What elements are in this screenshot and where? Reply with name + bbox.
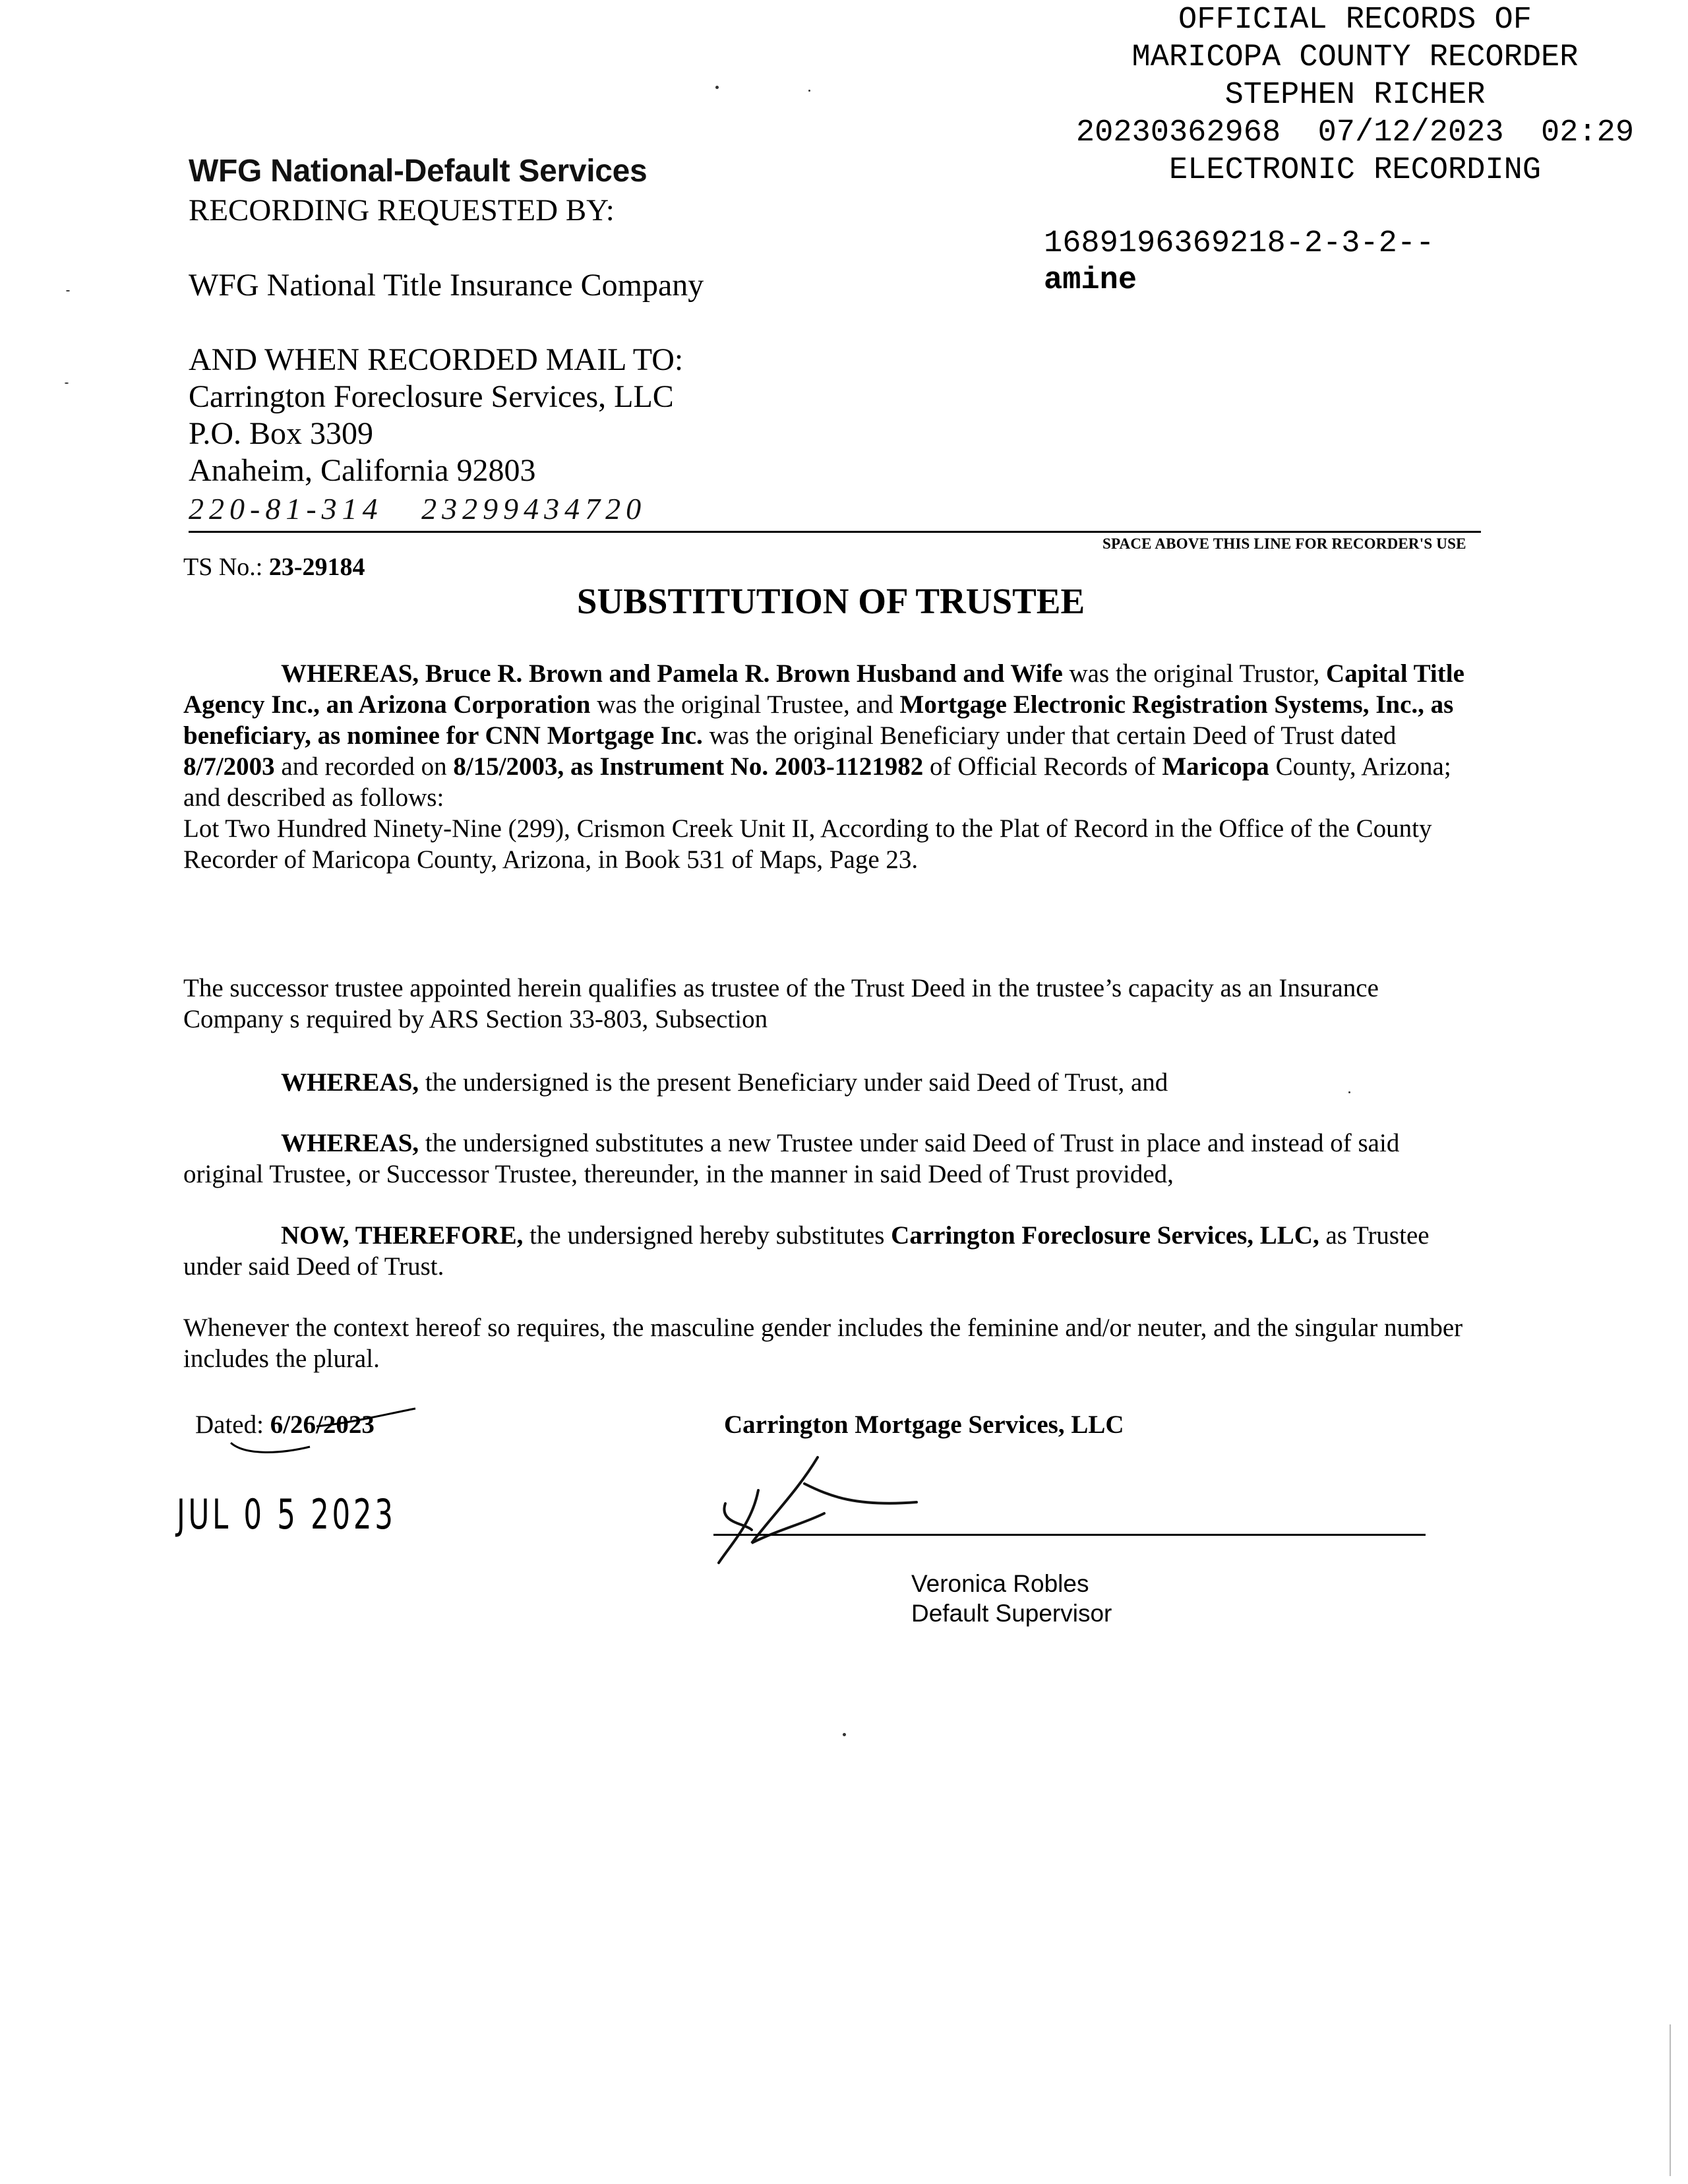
recorder-line-4: 20230362968 07/12/2023 02:29 — [1075, 115, 1635, 150]
original-trustor: Bruce R. Brown and Pamela R. Brown Husband and Wife — [425, 659, 1063, 688]
mail-to-name: Carrington Foreclosure Services, LLC — [189, 379, 674, 414]
received-date-stamp: JUL 0 5 2023 — [177, 1490, 396, 1538]
text-span: County, Arizona; and described as follows: — [183, 752, 1451, 812]
deed-date: 8/7/2003 — [183, 752, 275, 781]
recorder-divider — [189, 531, 1481, 533]
county-name: Maricopa — [1162, 752, 1269, 781]
ts-number — [183, 553, 365, 582]
scan-speck — [715, 86, 719, 89]
text-span: was the original Trustee, and — [590, 690, 900, 719]
scan-speck — [65, 382, 69, 384]
recording-doc-id: 1689196369218-2-3-2-- — [1044, 226, 1435, 261]
text-span: the undersigned substitutes a new Trustee under said Deed of Trust in place and instead of said original Trustee, or Successor Trustee, thereunder, in the manner in said Deed of Trust provided, — [183, 1129, 1400, 1188]
original-beneficiary: Mortgage Electronic Registration Systems, Inc., as beneficiary, as nominee for CNN Mortgage Inc. — [183, 690, 1454, 750]
text-span: as Trustee under said Deed of Trust. — [183, 1221, 1430, 1281]
now-therefore-lead: NOW, THEREFORE, — [281, 1221, 524, 1250]
scan-speck — [66, 290, 70, 291]
paragraph-whereas-substitutes — [183, 1128, 1476, 1190]
dated-value: 6/26/2023 — [270, 1410, 375, 1439]
recorder-line-1: OFFICIAL RECORDS OF — [1178, 3, 1532, 38]
document-title — [0, 580, 1662, 622]
text-span: and recorded on — [274, 752, 454, 781]
handwritten-apn: 220-81-314 23299434720 — [189, 492, 647, 526]
whereas-lead: WHEREAS, — [281, 659, 425, 688]
whereas-lead: WHEREAS, — [281, 1068, 419, 1097]
mail-to-city: Anaheim, California 92803 — [189, 453, 536, 488]
signer-title: Default Supervisor — [911, 1600, 1112, 1627]
text-span: the undersigned is the present Beneficiary under said Deed of Trust, and — [419, 1068, 1168, 1097]
recording-id — [1044, 226, 1434, 299]
requested-by-label: RECORDING REQUESTED BY: — [189, 193, 615, 228]
ts-value: 23-29184 — [268, 553, 365, 581]
text-span: was the original Trustor, — [1062, 659, 1327, 688]
recorder-line-5: ELECTRONIC RECORDING — [1168, 153, 1542, 188]
text-span: of Official Records of — [923, 752, 1162, 781]
paragraph-whereas-beneficiary — [183, 1067, 1476, 1098]
recorder-stamp — [1022, 1, 1688, 189]
mail-to-po: P.O. Box 3309 — [189, 416, 374, 451]
scan-edge — [1670, 2024, 1671, 2176]
signature-line — [713, 1534, 1426, 1536]
recorder-line-3: STEPHEN RICHER — [1224, 78, 1486, 113]
signer-company: Carrington Mortgage Services, LLC — [724, 1410, 1124, 1439]
signature-icon — [706, 1451, 956, 1569]
recording-operator: amine — [1044, 263, 1137, 298]
recorder-line-2: MARICOPA COUNTY RECORDER — [1131, 40, 1579, 75]
ts-label: TS No.: — [183, 553, 269, 581]
mail-to-block — [189, 342, 683, 489]
legal-description: Lot Two Hundred Ninety-Nine (299), Crismon Creek Unit II, According to the Plat of Record in the Office of the County Recorder of Maricopa County, Arizona, in Book 531 of Maps, Page 23. — [183, 814, 1432, 874]
recording-info: 8/15/2003, as Instrument No. 2003-1121982 — [453, 752, 924, 781]
dated-flourish — [218, 1403, 462, 1463]
document-title-text: SUBSTITUTION OF TRUSTEE — [576, 581, 1085, 621]
scan-speck — [1348, 1091, 1350, 1093]
paragraph-now-therefore — [183, 1220, 1476, 1282]
paragraph-qualification: The successor trustee appointed herein qualifies as trustee of the Trust Deed in the trustee’s capacity as an Insurance Company s required by ARS Section 33-803, Subsection — [183, 974, 1379, 1033]
recorder-use-note: SPACE ABOVE THIS LINE FOR RECORDER'S USE — [1102, 535, 1466, 552]
dated-label: Dated: — [195, 1410, 270, 1439]
scan-speck — [808, 90, 810, 92]
whereas-lead: WHEREAS, — [281, 1129, 419, 1157]
scan-speck — [843, 1733, 846, 1736]
new-trustee: Carrington Foreclosure Services, LLC, — [891, 1221, 1319, 1250]
requested-by-company: WFG National Title Insurance Company — [189, 268, 704, 303]
signer-name: Veronica Robles — [911, 1570, 1089, 1597]
paragraph-whereas-original — [183, 658, 1476, 875]
company-logo: WFG National-Default Services — [189, 154, 648, 189]
original-trustee: Capital Title Agency Inc., an Arizona Corporation — [183, 659, 1464, 719]
text-span: was the original Beneficiary under that certain Deed of Trust dated — [702, 721, 1397, 750]
mail-to-label: AND WHEN RECORDED MAIL TO: — [189, 342, 684, 377]
text-span: the undersigned hereby substitutes — [523, 1221, 891, 1250]
paragraph-gender-clause: Whenever the context hereof so requires, the masculine gender includes the feminine and/or neuter, and the singular number includes the plural. — [183, 1314, 1463, 1373]
